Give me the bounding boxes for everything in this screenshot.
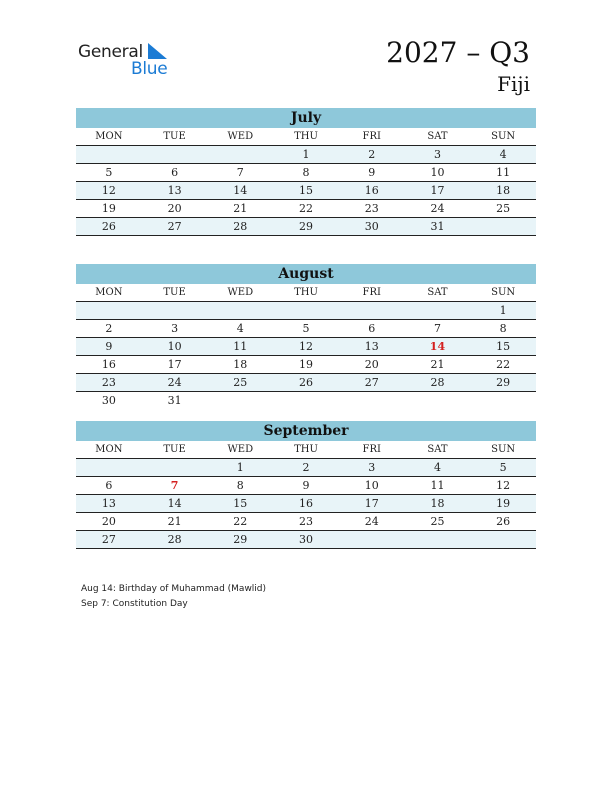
empty-day-cell (339, 531, 405, 548)
day-cell: 30 (364, 220, 379, 233)
weekday-label: FRI (362, 131, 381, 142)
week-row (76, 146, 536, 164)
day-cell: 1 (236, 461, 244, 474)
day-cell: 31 (167, 394, 182, 407)
day-cell: 24 (167, 376, 182, 389)
empty-day-cell (273, 392, 339, 409)
weekday-label: TUE (163, 287, 186, 298)
holiday-notes (81, 582, 266, 612)
day-cell: 31 (430, 220, 445, 233)
day-cell: 22 (496, 358, 511, 371)
day-cell: 16 (364, 184, 379, 197)
weekday-label: WED (227, 131, 254, 142)
day-cell: 5 (105, 166, 113, 179)
weekday-label: THU (294, 131, 318, 142)
day-cell: 8 (302, 166, 310, 179)
week-row (76, 182, 536, 200)
week-row (76, 477, 536, 495)
day-cell: 11 (233, 340, 248, 353)
empty-day-cell (207, 146, 273, 163)
empty-day-cell (142, 302, 208, 319)
day-cell: 3 (433, 148, 441, 161)
day-cell: 16 (101, 358, 116, 371)
week-row (76, 459, 536, 477)
month-name: August (76, 264, 536, 284)
day-cell: 14 (167, 497, 182, 510)
day-cell: 18 (496, 184, 511, 197)
day-cell: 8 (236, 479, 244, 492)
holiday-note: Sep 7: Constitution Day (81, 599, 188, 609)
day-cell: 24 (364, 515, 379, 528)
day-cell: 26 (299, 376, 314, 389)
day-cell: 8 (499, 322, 507, 335)
day-cell: 3 (368, 461, 376, 474)
empty-day-cell (207, 392, 273, 409)
weekday-label: SUN (491, 444, 516, 455)
week-row (76, 302, 536, 320)
empty-day-cell (339, 302, 405, 319)
day-cell: 23 (101, 376, 116, 389)
empty-day-cell (405, 302, 471, 319)
week-row (76, 164, 536, 182)
day-cell: 27 (101, 533, 116, 546)
empty-day-cell (405, 531, 471, 548)
week-row (76, 531, 536, 549)
day-cell: 29 (496, 376, 511, 389)
day-cell: 6 (368, 322, 376, 335)
weekday-label: THU (294, 444, 318, 455)
day-cell: 9 (302, 479, 310, 492)
logo-triangle-icon (148, 43, 168, 61)
weekday-label: FRI (362, 444, 381, 455)
day-cell: 23 (364, 202, 379, 215)
day-cell: 3 (171, 322, 179, 335)
weekday-label: THU (294, 287, 318, 298)
day-cell: 22 (299, 202, 314, 215)
day-cell: 7 (170, 479, 179, 492)
empty-day-cell (470, 392, 536, 409)
day-cell: 30 (101, 394, 116, 407)
day-cell: 25 (496, 202, 511, 215)
week-row (76, 513, 536, 531)
day-cell: 22 (233, 515, 248, 528)
week-row (76, 495, 536, 513)
day-cell: 19 (299, 358, 314, 371)
day-cell: 14 (233, 184, 248, 197)
empty-day-cell (142, 459, 208, 476)
day-cell: 7 (236, 166, 244, 179)
country-name: Fiji (497, 72, 530, 96)
day-cell: 2 (368, 148, 376, 161)
day-cell: 9 (368, 166, 376, 179)
day-cell: 21 (430, 358, 445, 371)
day-cell: 4 (433, 461, 441, 474)
weekday-label: SAT (427, 131, 448, 142)
day-cell: 11 (496, 166, 511, 179)
weekday-label: SAT (427, 287, 448, 298)
day-cell: 24 (430, 202, 445, 215)
day-cell: 2 (105, 322, 113, 335)
day-cell: 15 (233, 497, 248, 510)
empty-day-cell (76, 302, 142, 319)
empty-day-cell (470, 531, 536, 548)
weekday-label: SAT (427, 444, 448, 455)
day-cell: 6 (105, 479, 113, 492)
day-cell: 11 (430, 479, 445, 492)
day-cell: 12 (101, 184, 116, 197)
day-cell: 12 (496, 479, 511, 492)
day-cell: 28 (430, 376, 445, 389)
day-cell: 28 (233, 220, 248, 233)
day-cell: 17 (364, 497, 379, 510)
empty-day-cell (76, 146, 142, 163)
day-cell: 13 (101, 497, 116, 510)
day-cell: 5 (302, 322, 310, 335)
empty-day-cell (339, 392, 405, 409)
day-cell: 17 (167, 358, 182, 371)
empty-day-cell (470, 218, 536, 235)
empty-day-cell (207, 302, 273, 319)
week-row (76, 320, 536, 338)
weekday-label: SUN (491, 287, 516, 298)
day-cell: 26 (496, 515, 511, 528)
week-row (76, 218, 536, 236)
day-cell: 9 (105, 340, 113, 353)
day-cell: 21 (167, 515, 182, 528)
day-cell: 13 (167, 184, 182, 197)
day-cell: 10 (430, 166, 445, 179)
weekday-label: MON (95, 444, 123, 455)
week-row (76, 374, 536, 392)
weekday-header-row (76, 284, 536, 302)
weekday-label: TUE (163, 444, 186, 455)
day-cell: 18 (430, 497, 445, 510)
day-cell: 7 (433, 322, 441, 335)
month-september (76, 421, 536, 549)
day-cell: 30 (299, 533, 314, 546)
day-cell: 5 (499, 461, 507, 474)
day-cell: 16 (299, 497, 314, 510)
day-cell: 12 (299, 340, 314, 353)
day-cell: 29 (233, 533, 248, 546)
day-cell: 29 (299, 220, 314, 233)
day-cell: 1 (499, 304, 507, 317)
day-cell: 25 (430, 515, 445, 528)
day-cell: 10 (167, 340, 182, 353)
day-cell: 17 (430, 184, 445, 197)
month-august (76, 264, 536, 409)
month-july (76, 108, 536, 236)
weekday-label: MON (95, 287, 123, 298)
weekday-label: WED (227, 287, 254, 298)
weekday-label: SUN (491, 131, 516, 142)
week-row (76, 356, 536, 374)
empty-day-cell (76, 459, 142, 476)
month-name: September (76, 421, 536, 441)
weekday-label: WED (227, 444, 254, 455)
day-cell: 10 (364, 479, 379, 492)
week-row (76, 200, 536, 218)
day-cell: 21 (233, 202, 248, 215)
day-cell: 20 (364, 358, 379, 371)
empty-day-cell (273, 302, 339, 319)
day-cell: 1 (302, 148, 310, 161)
holiday-note: Aug 14: Birthday of Muhammad (Mawlid) (81, 584, 267, 594)
day-cell: 15 (299, 184, 314, 197)
day-cell: 20 (101, 515, 116, 528)
page-title: 2027 – Q3 (386, 36, 530, 69)
month-name: July (76, 108, 536, 128)
logo-general-text: General (78, 42, 143, 62)
day-cell: 15 (496, 340, 511, 353)
week-row (76, 392, 536, 409)
day-cell: 6 (171, 166, 179, 179)
day-cell: 19 (496, 497, 511, 510)
day-cell: 4 (499, 148, 507, 161)
day-cell: 20 (167, 202, 182, 215)
day-cell: 28 (167, 533, 182, 546)
day-cell: 18 (233, 358, 248, 371)
weekday-header-row (76, 441, 536, 459)
generalblue-logo (78, 42, 188, 82)
weekday-label: FRI (362, 287, 381, 298)
day-cell: 23 (299, 515, 314, 528)
empty-day-cell (142, 146, 208, 163)
weekday-label: TUE (163, 131, 186, 142)
day-cell: 4 (236, 322, 244, 335)
logo-blue-text: Blue (131, 59, 168, 79)
weekday-header-row (76, 128, 536, 146)
day-cell: 13 (364, 340, 379, 353)
week-row (76, 338, 536, 356)
day-cell: 27 (364, 376, 379, 389)
day-cell: 14 (429, 340, 446, 353)
weekday-label: MON (95, 131, 123, 142)
day-cell: 26 (101, 220, 116, 233)
day-cell: 19 (101, 202, 116, 215)
day-cell: 25 (233, 376, 248, 389)
empty-day-cell (405, 392, 471, 409)
day-cell: 2 (302, 461, 310, 474)
day-cell: 27 (167, 220, 182, 233)
